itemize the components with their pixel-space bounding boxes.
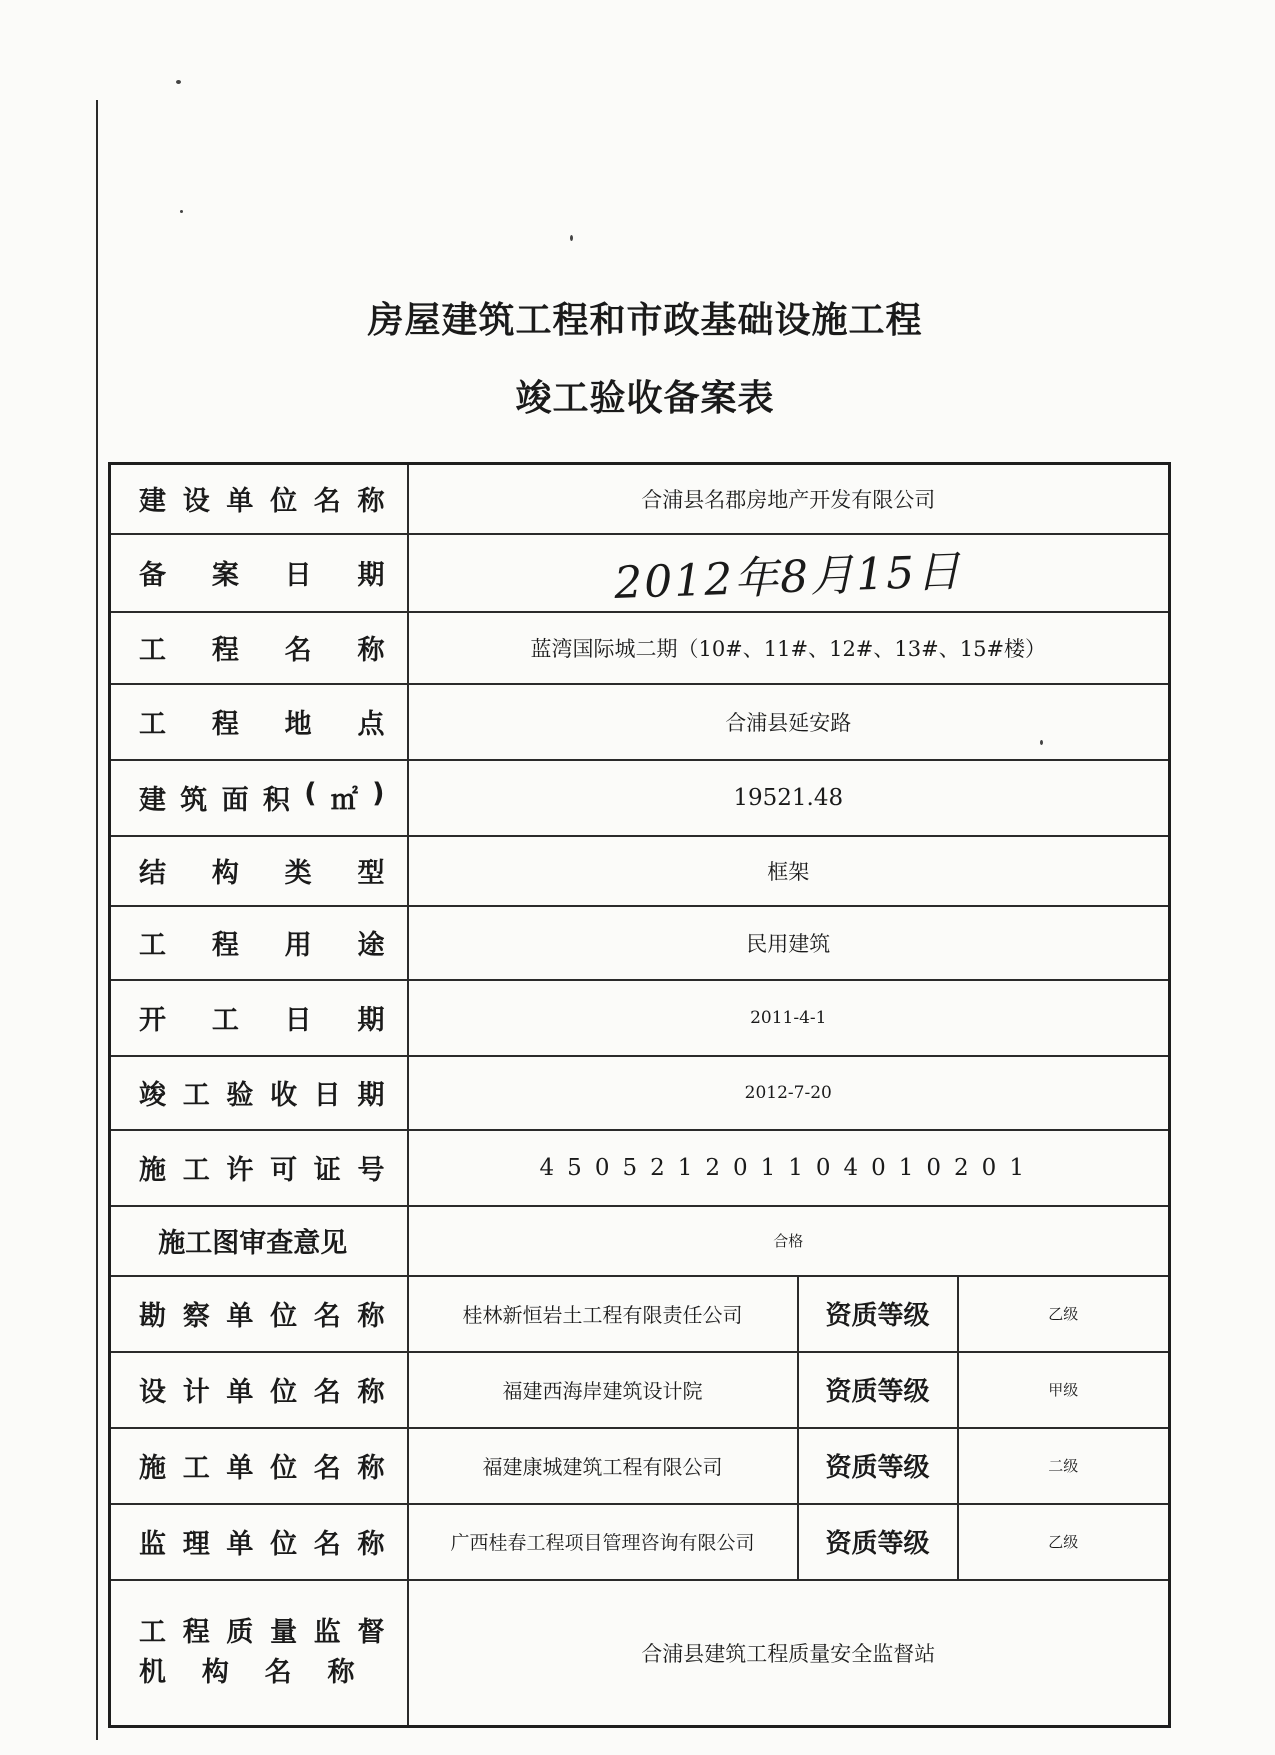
label-quality-supervision [110, 1580, 408, 1727]
row-quality-supervision [110, 1580, 1170, 1727]
value-area: 19521.48 [408, 760, 1170, 836]
value-usage: 民用建筑 [408, 906, 1170, 980]
value-design: 福建西海岸建筑设计院 [408, 1352, 798, 1428]
qualification-survey: 乙级 [958, 1276, 1170, 1352]
label-area: 建 筑 面 积 ( ㎡ ) [110, 760, 408, 836]
row-area [110, 760, 1170, 836]
qualification-label: 资质等级 [798, 1276, 958, 1352]
qualification-supervision: 乙级 [958, 1504, 1170, 1580]
label-completion-date: 竣 工 验 收 日 期 [110, 1056, 408, 1130]
label-construction: 施 工 单 位 名 称 [110, 1428, 408, 1504]
value-location: 合浦县延安路 [408, 684, 1170, 760]
qualification-label: 资质等级 [798, 1352, 958, 1428]
row-supervision [110, 1504, 1170, 1580]
label-drawing-review: 施工图审查意见 [110, 1206, 408, 1276]
scan-speck [176, 80, 181, 84]
value-survey: 桂林新恒岩土工程有限责任公司 [408, 1276, 798, 1352]
row-design [110, 1352, 1170, 1428]
label-survey: 勘 察 单 位 名 称 [110, 1276, 408, 1352]
document-title: 房屋建筑工程和市政基础设施工程 [367, 300, 923, 341]
handwritten-date: 2012年8月15日 [613, 545, 964, 609]
filing-form-table [108, 462, 1171, 1728]
scan-speck [570, 235, 573, 241]
row-permit [110, 1130, 1170, 1206]
document-subtitle: 竣工验收备案表 [515, 378, 775, 419]
value-construction: 福建康城建筑工程有限公司 [408, 1428, 798, 1504]
value-drawing-review: 合格 [408, 1206, 1170, 1276]
value-project-name: 蓝湾国际城二期（10#、11#、12#、13#、15#楼） [408, 612, 1170, 684]
row-filing-date [110, 534, 1170, 612]
row-builder [110, 464, 1170, 534]
value-supervision: 广西桂春工程项目管理咨询有限公司 [408, 1504, 798, 1580]
qualification-construction: 二级 [958, 1428, 1170, 1504]
label-start-date: 开 工 日 期 [110, 980, 408, 1056]
value-filing-date [408, 534, 1170, 612]
row-drawing-review [110, 1206, 1170, 1276]
label-supervision: 监 理 单 位 名 称 [110, 1504, 408, 1580]
row-completion-date [110, 1056, 1170, 1130]
label-structure: 结 构 类 型 [110, 836, 408, 906]
label-permit: 施 工 许 可 证 号 [110, 1130, 408, 1206]
qualification-label: 资质等级 [798, 1428, 958, 1504]
value-completion-date: 2012-7-20 [408, 1056, 1170, 1130]
value-permit: 450521201104010201 [408, 1130, 1170, 1206]
label-quality-line2: 机 构 名 称 [139, 1656, 355, 1688]
row-usage [110, 906, 1170, 980]
row-structure [110, 836, 1170, 906]
value-start-date: 2011-4-1 [408, 980, 1170, 1056]
value-builder: 合浦县名郡房地产开发有限公司 [408, 464, 1170, 534]
value-structure: 框架 [408, 836, 1170, 906]
qualification-label: 资质等级 [798, 1504, 958, 1580]
qualification-design: 甲级 [958, 1352, 1170, 1428]
label-filing-date: 备 案 日 期 [110, 534, 408, 612]
row-location [110, 684, 1170, 760]
label-quality-line1: 工 程 质 量 监 督 [139, 1616, 385, 1648]
value-quality-supervision: 合浦县建筑工程质量安全监督站 [408, 1580, 1170, 1727]
label-usage: 工 程 用 途 [110, 906, 408, 980]
label-location: 工 程 地 点 [110, 684, 408, 760]
row-start-date [110, 980, 1170, 1056]
scan-speck [180, 210, 183, 213]
left-margin-rule [96, 100, 98, 1740]
row-construction [110, 1428, 1170, 1504]
label-design: 设 计 单 位 名 称 [110, 1352, 408, 1428]
row-survey [110, 1276, 1170, 1352]
label-builder: 建 设 单 位 名 称 [110, 464, 408, 534]
row-project-name [110, 612, 1170, 684]
label-project-name: 工 程 名 称 [110, 612, 408, 684]
